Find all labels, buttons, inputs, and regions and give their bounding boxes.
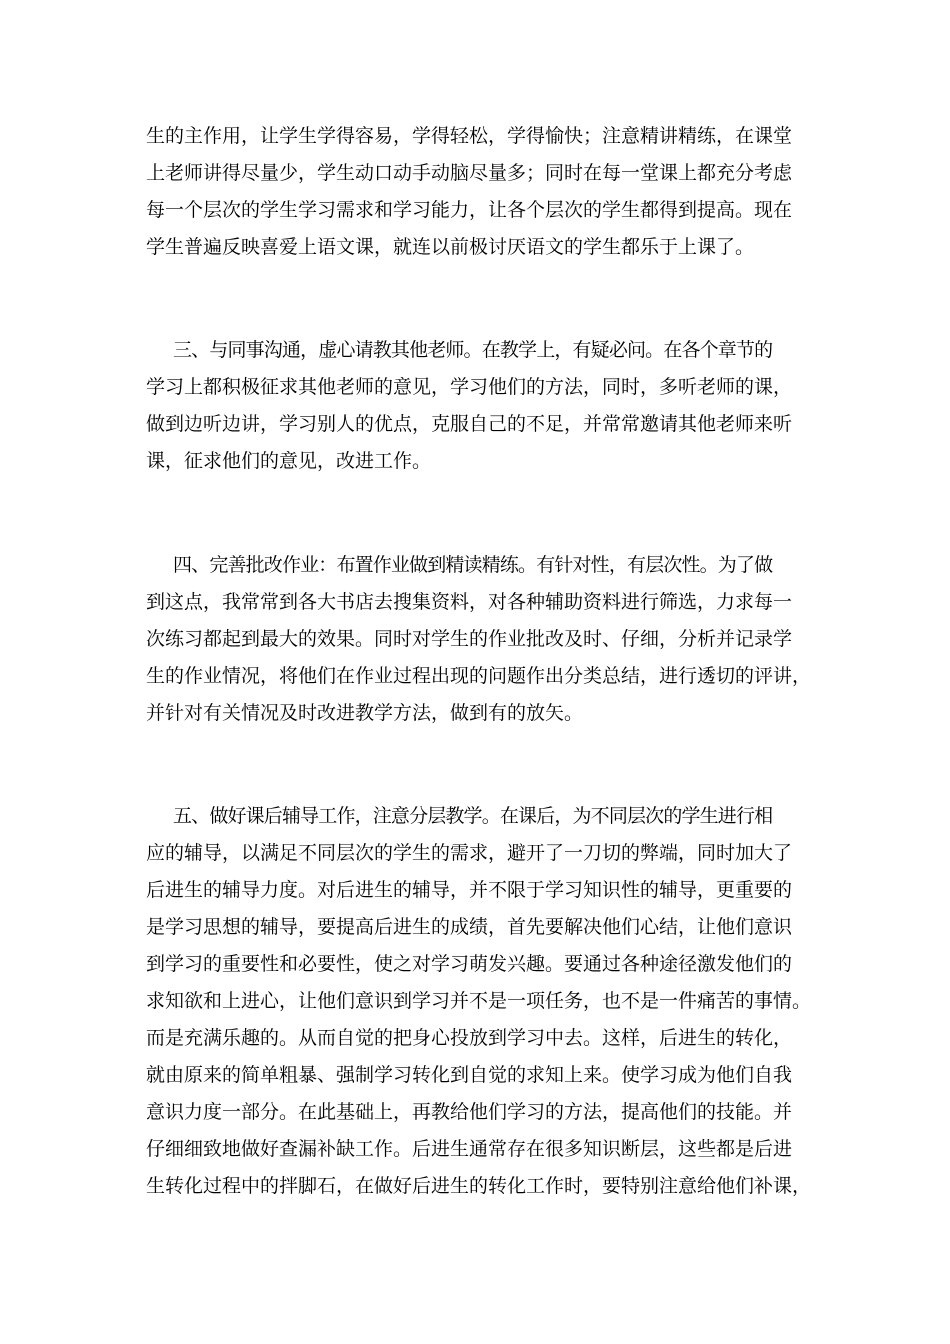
- text-line: 仔细细致地做好查漏补缺工作。后进生通常存在很多知识断层，这些都是后进: [146, 1138, 793, 1160]
- text-line: 到学习的重要性和必要性，使之对学习萌发兴趣。要通过各种途径激发他们的: [146, 953, 793, 975]
- text-line: 并针对有关情况及时改进教学方法，做到有的放矢。: [146, 702, 584, 724]
- text-line: 五、做好课后辅导工作，注意分层教学。在课后，为不同层次的学生进行相: [173, 805, 773, 827]
- text-line: 而是充满乐趣的。从而自觉的把身心投放到学习中去。这样，后进生的转化，: [146, 1027, 793, 1049]
- text-line: 生的主作用，让学生学得容易，学得轻松，学得愉快；注意精讲精练，在课堂: [146, 125, 793, 147]
- text-line: 是学习思想的辅导，要提高后进生的成绩，首先要解决他们心结，让他们意识: [146, 916, 793, 938]
- text-line: 课，征求他们的意见，改进工作。: [146, 450, 432, 472]
- text-line: 四、完善批改作业：布置作业做到精读精练。有针对性，有层次性。为了做: [173, 554, 773, 576]
- text-line: 学习上都积极征求其他老师的意见，学习他们的方法，同时，多听老师的课，: [146, 376, 793, 398]
- text-line: 求知欲和上进心，让他们意识到学习并不是一项任务，也不是一件痛苦的事情。: [146, 990, 812, 1012]
- text-line: 三、与同事沟通，虚心请教其他老师。在教学上，有疑必问。在各个章节的: [173, 339, 773, 361]
- text-line: 学生普遍反映喜爱上语文课，就连以前极讨厌语文的学生都乐于上课了。: [146, 236, 755, 258]
- text-line: 后进生的辅导力度。对后进生的辅导，并不限于学习知识性的辅导，更重要的: [146, 879, 793, 901]
- text-line: 应的辅导，以满足不同层次的学生的需求，避开了一刀切的弊端，同时加大了: [146, 842, 793, 864]
- text-line: 就由原来的简单粗暴、强制学习转化到自觉的求知上来。使学习成为他们自我: [146, 1064, 793, 1086]
- text-line: 生的作业情况，将他们在作业过程出现的问题作出分类总结，进行透切的评讲，: [146, 665, 812, 687]
- text-line: 意识力度一部分。在此基础上，再教给他们学习的方法，提高他们的技能。并: [146, 1101, 793, 1123]
- text-line: 每一个层次的学生学习需求和学习能力，让各个层次的学生都得到提高。现在: [146, 199, 793, 221]
- text-line: 次练习都起到最大的效果。同时对学生的作业批改及时、仔细，分析并记录学: [146, 628, 793, 650]
- text-line: 生转化过程中的拌脚石，在做好后进生的转化工作时，要特别注意给他们补课，: [146, 1175, 812, 1197]
- text-line: 上老师讲得尽量少，学生动口动手动脑尽量多；同时在每一堂课上都充分考虑: [146, 162, 793, 184]
- text-line: 做到边听边讲，学习别人的优点，克服自己的不足，并常常邀请其他老师来听: [146, 413, 793, 435]
- text-line: 到这点，我常常到各大书店去搜集资料，对各种辅助资料进行筛选，力求每一: [146, 591, 793, 613]
